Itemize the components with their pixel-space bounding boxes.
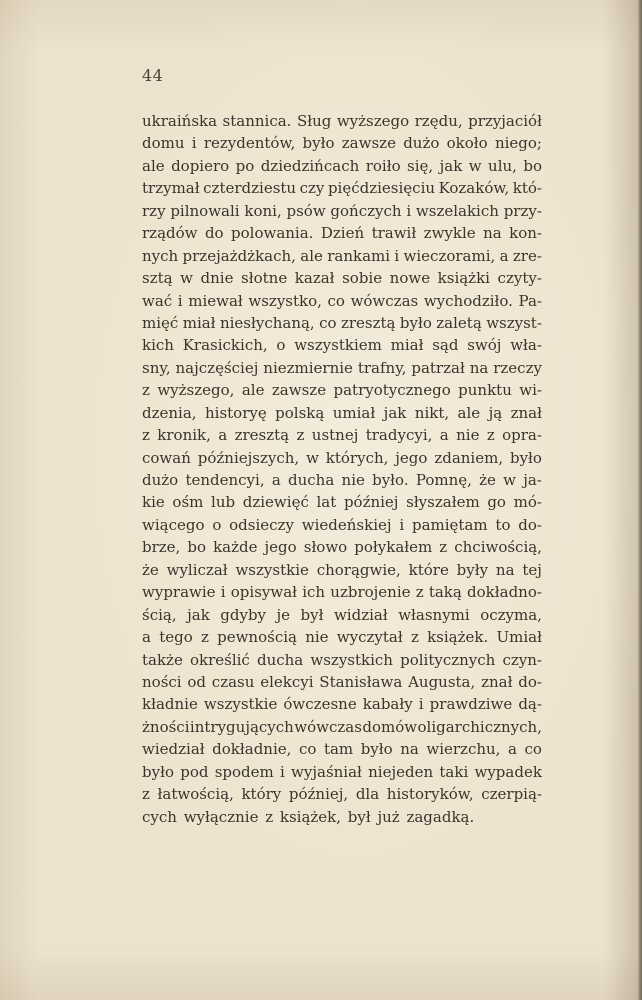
word: dopiero <box>171 156 230 175</box>
text-line <box>142 379 542 401</box>
word: sny, <box>142 358 171 377</box>
word: bo <box>523 156 542 175</box>
word: niego; <box>494 134 542 153</box>
word: ścią, <box>142 605 177 624</box>
word: ośm <box>172 493 204 512</box>
word: był <box>347 807 371 826</box>
word: i <box>191 134 197 153</box>
word: z <box>265 807 274 826</box>
word: niesłychaną, <box>219 313 315 332</box>
word: miewał <box>188 291 243 310</box>
text-line <box>142 110 542 132</box>
word: ulu, <box>488 156 517 175</box>
word: tradycyi, <box>365 426 433 445</box>
word: nie <box>305 628 329 647</box>
word: rezydentów, <box>203 134 296 153</box>
word: gończych <box>330 201 402 220</box>
word: o <box>276 336 286 355</box>
word: książek. <box>427 628 489 647</box>
word: na <box>483 224 502 243</box>
page-number: 44 <box>142 66 164 85</box>
word: z <box>142 381 150 400</box>
word: Pomnę, <box>415 471 472 489</box>
word: tej <box>522 560 542 579</box>
word: zre- <box>512 246 542 265</box>
text-line <box>142 312 542 334</box>
word: wyprawie <box>142 583 216 602</box>
word: wierzchu, <box>426 740 501 759</box>
word: czyty- <box>497 269 542 288</box>
word: oczyma, <box>480 605 542 624</box>
word: co <box>524 740 542 759</box>
word: trawił <box>371 224 417 243</box>
word: tendencyi, <box>185 471 265 489</box>
text-line <box>142 469 542 491</box>
word: taki <box>439 762 469 781</box>
word: wszystko, <box>248 291 322 310</box>
word: patryotycznego <box>333 381 451 400</box>
word: miał <box>390 336 424 355</box>
word: opra- <box>502 426 542 445</box>
word: nikt, <box>414 403 450 422</box>
word: to <box>495 515 511 534</box>
text-line <box>142 626 542 648</box>
word: pilnowali <box>170 201 240 220</box>
word: Kozaków, <box>438 179 510 198</box>
word: wiącego <box>142 515 205 534</box>
text-line <box>142 581 542 603</box>
word: kich <box>142 336 174 355</box>
word: które <box>408 560 449 579</box>
word: wać <box>142 291 173 310</box>
word: słyszałem <box>406 493 480 512</box>
word: już <box>377 807 400 826</box>
word: dziedzińcach <box>260 156 360 175</box>
text-line <box>142 604 542 626</box>
word: kie <box>142 493 165 512</box>
page-edge-shadow <box>638 0 642 1000</box>
word: ale <box>300 246 323 265</box>
word: a <box>271 471 281 489</box>
word: i <box>220 583 226 602</box>
word: bo <box>187 538 207 557</box>
word: z <box>486 426 495 445</box>
text-line <box>142 200 542 222</box>
word: punktu <box>458 381 512 400</box>
text-line <box>142 155 542 177</box>
word: opisywał <box>230 583 298 602</box>
text-line <box>142 738 542 760</box>
word: domu <box>142 134 185 153</box>
word: psów <box>286 201 326 220</box>
word: je <box>276 605 291 624</box>
word: dą- <box>518 695 542 714</box>
text-line <box>142 536 542 558</box>
word: pięćdziesięciu <box>327 179 436 198</box>
word: na <box>469 358 489 377</box>
word: z <box>142 785 150 804</box>
word: taką <box>428 583 462 602</box>
text-line <box>142 132 542 154</box>
word: że <box>479 471 496 489</box>
word: zresztą <box>234 426 290 445</box>
word: lat <box>316 493 337 512</box>
word: dnie <box>200 269 234 288</box>
word: do- <box>518 515 542 534</box>
word: łatwością, <box>157 785 234 804</box>
word: w <box>468 156 482 175</box>
word: wyższego, <box>157 381 235 400</box>
word: słotne <box>241 269 288 288</box>
word: a <box>142 628 151 647</box>
word: nie <box>456 426 480 445</box>
word: gdyby <box>220 605 267 624</box>
word: wyjaśniał <box>291 762 362 781</box>
word: trafny, <box>357 358 407 377</box>
word: ale <box>142 156 165 175</box>
text-line <box>142 222 542 244</box>
word: Stanisława <box>319 672 403 691</box>
word: wi- <box>519 381 542 400</box>
word: jak <box>439 156 463 175</box>
word: z <box>142 426 150 445</box>
word: roiło <box>365 156 401 175</box>
word: do- <box>518 672 542 691</box>
word: kabały <box>362 695 413 714</box>
word: prawdziwe <box>429 695 513 714</box>
word: historyę <box>204 403 267 422</box>
word: kazał <box>294 269 335 288</box>
word: sąd <box>432 336 459 355</box>
word: sztą <box>142 269 173 288</box>
word: później <box>343 493 399 512</box>
word: dużo <box>142 471 179 489</box>
word: nie <box>341 471 365 489</box>
word: go <box>487 493 506 512</box>
word: przejażdżkach, <box>182 246 296 265</box>
word: rzy <box>142 201 166 220</box>
word: koni, <box>244 201 282 220</box>
word: ności <box>142 672 182 691</box>
word: elekcyi <box>260 672 314 691</box>
word: widział <box>333 605 388 624</box>
word: także <box>142 650 183 669</box>
word: niezmiernie <box>263 358 353 377</box>
word: zwykle <box>423 224 476 243</box>
word: co <box>319 313 337 332</box>
word: sobie <box>342 269 383 288</box>
word: dziewięć <box>242 493 309 512</box>
word: na <box>400 740 419 759</box>
word: rzędu, <box>414 112 463 130</box>
word: wszystkich <box>310 650 393 669</box>
word: dokładnie, <box>212 740 292 759</box>
word: chorągwie, <box>316 560 401 579</box>
word: czerpią- <box>481 785 542 804</box>
word: przyjaciół <box>468 112 542 130</box>
word: własnymi <box>398 605 470 624</box>
word: a <box>439 426 449 445</box>
word: ale <box>241 381 265 400</box>
word: wszystkiem <box>294 336 382 355</box>
word: jak <box>187 605 210 624</box>
word: około <box>446 134 488 153</box>
word: że <box>142 560 159 579</box>
word: polską <box>275 403 325 422</box>
word: mó- <box>513 493 542 512</box>
word: określić <box>189 650 250 669</box>
word: swój <box>467 336 502 355</box>
word: dokładno- <box>467 583 542 602</box>
word: wieczorami, <box>403 246 496 265</box>
word: chciwością, <box>454 538 542 557</box>
word: z <box>200 628 209 647</box>
word: był <box>300 605 324 624</box>
text-line <box>142 447 542 469</box>
word: kładnie <box>142 695 198 714</box>
word: rankami <box>327 246 391 265</box>
text-line <box>142 806 542 828</box>
word: wła- <box>510 336 542 355</box>
word: Umiał <box>496 628 542 647</box>
word: później, <box>288 785 349 804</box>
word: Augusta, <box>408 672 476 691</box>
word: Pa- <box>518 291 542 310</box>
text-line <box>142 267 542 289</box>
word: dla <box>355 785 380 804</box>
word: umiał <box>332 403 376 422</box>
word: jak <box>383 403 407 422</box>
word: od <box>187 672 207 691</box>
word: polowania. <box>231 224 314 243</box>
word: i <box>406 201 412 220</box>
text-line <box>142 177 542 199</box>
word: ją <box>488 403 503 422</box>
word: tam <box>323 740 354 759</box>
word: Sług <box>296 112 332 130</box>
word: z <box>439 538 448 557</box>
word: na <box>495 560 515 579</box>
word: Krasickich, <box>182 336 268 355</box>
word: dużo <box>403 134 440 153</box>
word: zawsze <box>341 134 396 153</box>
word: najczęściej <box>175 358 259 377</box>
word: rządów <box>142 224 198 243</box>
word: czasu <box>211 672 255 691</box>
word: się, <box>407 156 434 175</box>
text-line <box>142 290 542 312</box>
word: wyłącznie <box>183 807 259 826</box>
word: było <box>360 740 393 759</box>
word: w <box>306 448 319 467</box>
word: kon- <box>509 224 542 243</box>
word: w <box>180 269 193 288</box>
word: ducha <box>256 650 304 669</box>
text-line <box>142 783 542 805</box>
word: wszystkie <box>235 560 309 579</box>
text-line <box>142 716 542 738</box>
word: do <box>204 224 224 243</box>
word: było <box>142 762 174 781</box>
text-line <box>142 514 542 536</box>
word: cych <box>142 807 177 826</box>
word: wyższego <box>336 112 410 130</box>
text-line <box>142 693 542 715</box>
word: w <box>503 471 516 489</box>
text-line <box>142 245 542 267</box>
word: mięć <box>142 313 179 332</box>
word: książek, <box>279 807 342 826</box>
word: lub <box>211 493 236 512</box>
word: żności <box>142 717 190 736</box>
word: jego <box>264 538 297 557</box>
word: stannica. <box>222 112 292 130</box>
word: co <box>327 291 345 310</box>
word: wówczas <box>350 291 419 310</box>
word: kronik, <box>157 426 211 445</box>
word: książki <box>437 269 490 288</box>
word: z <box>296 426 305 445</box>
text-line <box>142 671 542 693</box>
word: wychodziło. <box>423 291 513 310</box>
text-line <box>142 402 542 424</box>
word: i <box>418 695 424 714</box>
word: odsieczy <box>229 515 294 534</box>
word: cowań <box>142 448 191 467</box>
word: dzenia, <box>142 403 197 422</box>
word: ducha <box>288 471 335 489</box>
word: ale <box>457 403 481 422</box>
word: a <box>508 740 517 759</box>
word: rzeczy <box>493 358 542 377</box>
body-text <box>142 110 542 828</box>
word: zdaniem, <box>434 448 504 467</box>
word: Dzień <box>320 224 365 243</box>
word: znał <box>481 672 513 691</box>
word: wszyst- <box>486 313 542 332</box>
word: z <box>410 628 419 647</box>
word: i <box>394 246 400 265</box>
word: zagadką. <box>406 807 475 826</box>
word: miał <box>182 313 216 332</box>
word: zaletą <box>436 313 482 332</box>
word: zresztą <box>340 313 396 332</box>
word: jego <box>395 448 428 467</box>
word: przy- <box>503 201 542 220</box>
text-line <box>142 761 542 783</box>
word: czterdziestu <box>203 179 297 198</box>
word: były <box>456 560 489 579</box>
word: i <box>399 515 405 534</box>
word: każde <box>213 538 258 557</box>
word: o <box>212 515 222 534</box>
word: który <box>241 785 282 804</box>
word: było <box>302 134 335 153</box>
word: domów <box>362 717 418 736</box>
word: a <box>499 246 509 265</box>
word: trzymał <box>142 179 200 198</box>
word: było. <box>372 471 409 489</box>
word: a <box>218 426 228 445</box>
word: patrzał <box>411 358 465 377</box>
word: czyn- <box>502 650 542 669</box>
word: czy <box>299 179 325 198</box>
word: brze, <box>142 538 181 557</box>
text-line <box>142 334 542 356</box>
word: któ- <box>512 179 542 198</box>
word: było <box>399 313 432 332</box>
word: i <box>279 762 285 781</box>
word: których, <box>325 448 389 467</box>
word: ówczesne <box>283 695 357 714</box>
word: słowo <box>303 538 348 557</box>
word: uzbrojenie <box>330 583 411 602</box>
word: wszelakich <box>415 201 499 220</box>
text-line <box>142 357 542 379</box>
word: wiedział <box>142 740 205 759</box>
word: oligarchicznych, <box>417 717 542 736</box>
word: nowe <box>389 269 431 288</box>
word: nych <box>142 246 179 265</box>
word: ja- <box>523 471 542 489</box>
word: późniejszych, <box>197 448 300 467</box>
text-line <box>142 559 542 581</box>
word: spodem <box>214 762 274 781</box>
word: pewnością <box>217 628 297 647</box>
word: tego <box>159 628 193 647</box>
word: pod <box>180 762 209 781</box>
word: z <box>415 583 424 602</box>
word: wszystkie <box>203 695 278 714</box>
text-line <box>142 649 542 671</box>
text-line <box>142 424 542 446</box>
word: było <box>509 448 542 467</box>
word: wyliczał <box>166 560 228 579</box>
word: ukraińska <box>142 112 218 130</box>
word: ich <box>302 583 326 602</box>
word: połykałem <box>354 538 433 557</box>
word: i <box>177 291 183 310</box>
word: ustnej <box>311 426 359 445</box>
word: politycznych <box>400 650 496 669</box>
word: wówczas <box>294 717 362 736</box>
word: zawsze <box>271 381 327 400</box>
word: niejeden <box>368 762 434 781</box>
word: co <box>298 740 317 759</box>
word: pamiętam <box>411 515 488 534</box>
word: intrygujących <box>189 717 294 736</box>
word: wyczytał <box>336 628 403 647</box>
text-line <box>142 491 542 513</box>
word: znał <box>510 403 542 422</box>
word: historyków, <box>386 785 474 804</box>
word: wiedeńskiej <box>301 515 392 534</box>
word: po <box>235 156 255 175</box>
word: wypadek <box>474 762 542 781</box>
